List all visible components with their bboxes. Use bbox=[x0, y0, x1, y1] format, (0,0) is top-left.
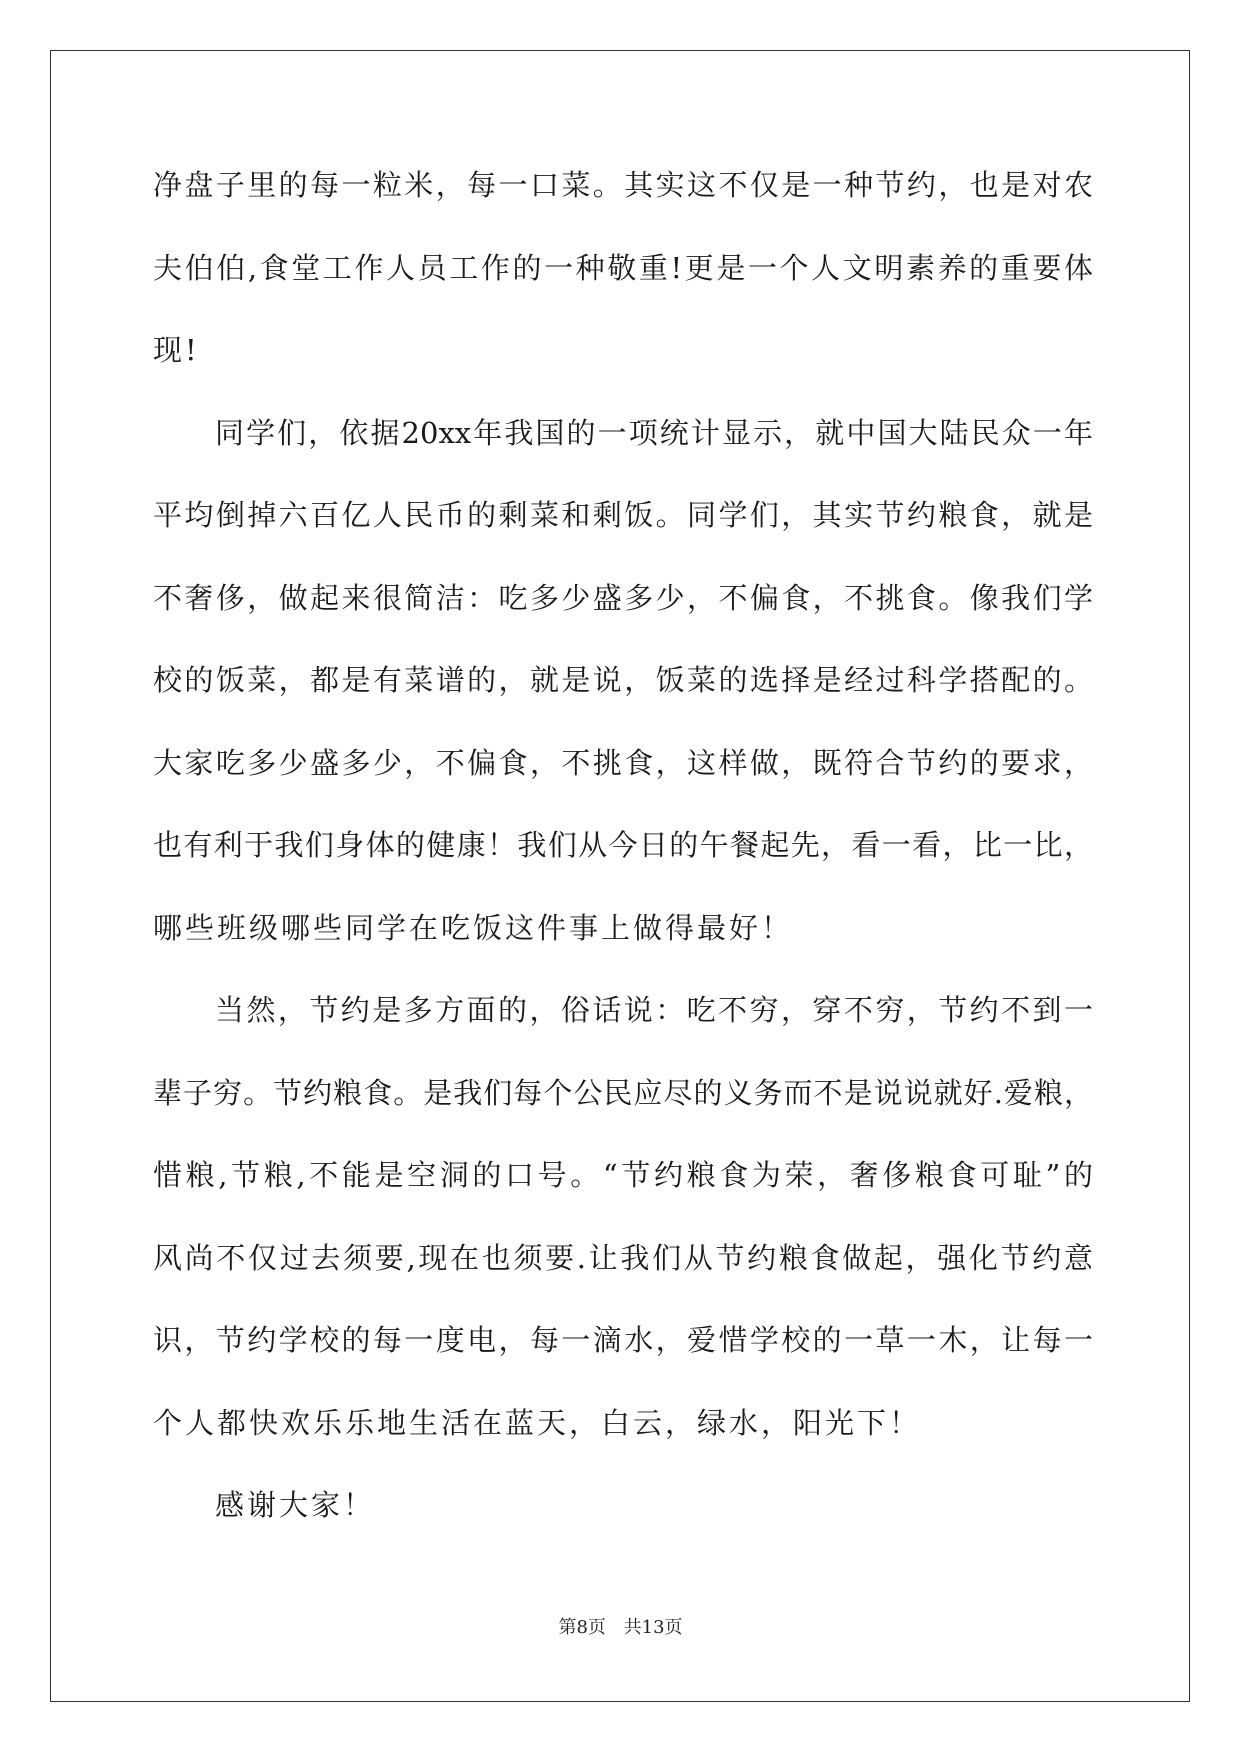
text-line: 夫伯伯,食堂工作人员工作的一种敬重!更是一个人文明素养的重要体 bbox=[153, 250, 1093, 285]
page-footer bbox=[0, 1616, 1241, 1640]
text-line: 辈子穷。节约粮食。是我们每个公民应尽的义务而不是说说就好.爱粮， bbox=[153, 1075, 1093, 1110]
text-line: 识，节约学校的每一度电，每一滴水，爱惜学校的一草一木，让每一 bbox=[153, 1323, 1093, 1357]
paragraph-start-line: 当然，节约是多方面的，俗话说：吃不穷，穿不穷，节约不到一 bbox=[215, 993, 1093, 1027]
text-line: 惜粮,节粮,不能是空洞的口号。“节约粮食为荣，奢侈粮食可耻”的 bbox=[153, 1158, 1093, 1192]
text-line: 平均倒掉六百亿人民币的剩菜和剩饭。同学们，其实节约粮食，就是 bbox=[153, 498, 1093, 532]
document-body bbox=[153, 165, 1093, 1568]
text-line: 风尚不仅过去须要,现在也须要.让我们从节约粮食做起，强化节约意 bbox=[153, 1240, 1093, 1275]
text-line: 不奢侈，做起来很简洁：吃多少盛多少，不偏食，不挑食。像我们学 bbox=[153, 580, 1093, 615]
closing-line: 感谢大家！ bbox=[215, 1488, 376, 1522]
text-line: 校的饭菜，都是有菜谱的，就是说，饭菜的选择是经过科学搭配的。 bbox=[153, 663, 1093, 697]
text-line: 大家吃多少盛多少，不偏食，不挑食，这样做，既符合节约的要求， bbox=[153, 745, 1093, 780]
text-line: 个人都快欢乐乐地生活在蓝天，白云，绿水，阳光下！ bbox=[153, 1405, 922, 1440]
text-line: 净盘子里的每一粒米，每一口菜。其实这不仅是一种节约，也是对农 bbox=[153, 168, 1093, 202]
total-pages: 共13页 bbox=[623, 1617, 683, 1638]
page-number: 第8页 bbox=[558, 1617, 606, 1638]
text-line: 哪些班级哪些同学在吃饭这件事上做得最好！ bbox=[153, 910, 794, 945]
paragraph-start-line: 同学们，依据20xx年我国的一项统计显示，就中国大陆民众一年 bbox=[215, 415, 1093, 450]
text-line: 也有利于我们身体的健康！我们从今日的午餐起先，看一看，比一比， bbox=[153, 828, 1093, 862]
text-line: 现! bbox=[153, 333, 200, 367]
